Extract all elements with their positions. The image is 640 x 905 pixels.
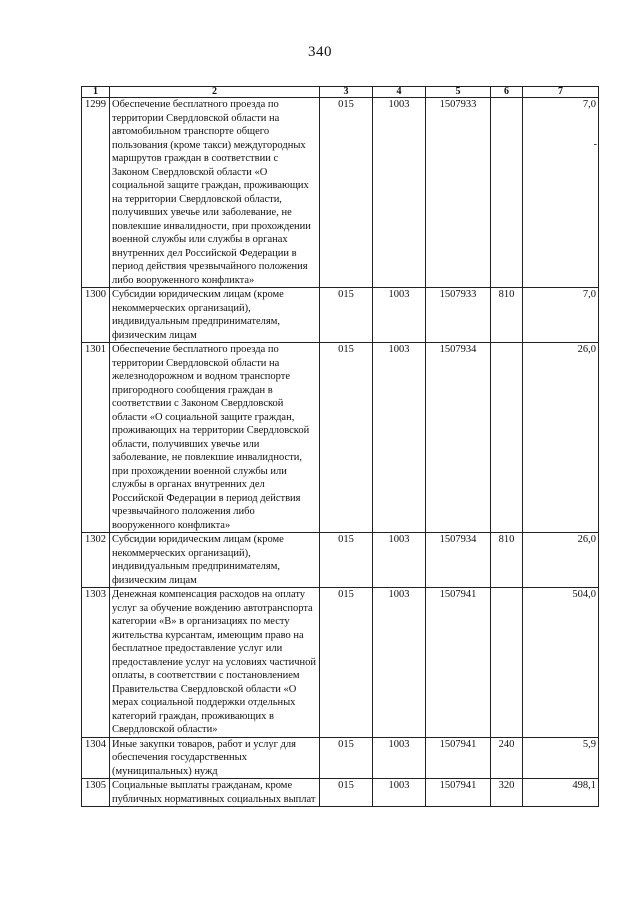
table-row (82, 588, 599, 738)
line-number: 1303 (82, 588, 110, 738)
section-code: 1003 (373, 288, 426, 343)
admin-code: 015 (320, 98, 373, 288)
table-row (82, 737, 599, 779)
table-row (82, 343, 599, 533)
expense-type-code: 320 (491, 779, 523, 807)
line-number: 1300 (82, 288, 110, 343)
amount-cell (523, 98, 599, 288)
item-name: Иные закупки товаров, работ и услуг для обеспечения государственных (муниципальных) нужд (110, 737, 320, 779)
target-code: 1507934 (426, 533, 491, 588)
section-code: 1003 (373, 98, 426, 288)
item-name: Социальные выплаты гражданам, кроме публичных нормативных социальных выплат (110, 779, 320, 807)
item-name: Субсидии юридическим лицам (кроме некоммерческих организаций), индивидуальным предпринимателям, физическим лицам (110, 533, 320, 588)
expense-type-code: 240 (491, 737, 523, 779)
header-col-6: 6 (491, 87, 523, 98)
target-code: 1507941 (426, 737, 491, 779)
page-number: 340 (308, 44, 332, 60)
admin-code: 015 (320, 588, 373, 738)
line-number: 1302 (82, 533, 110, 588)
amount-value: 7,0 (582, 99, 596, 110)
section-code: 1003 (373, 737, 426, 779)
amount-cell (523, 779, 599, 807)
admin-code: 015 (320, 737, 373, 779)
admin-code: 015 (320, 288, 373, 343)
item-name: Обеспечение бесплатного проезда по территории Свердловской области на железнодорожном и водном транспорте пригородного сообщения граждан в соответствии с Законом Свердловской области «О социальной защите граждан, проживающих на территории Свердловской области, получивших увечье или заболевание, не повлекшие инвалидности, при прохождении военной службы или службы в органах внутренних дел Российской Федерации в период действия чрезвычайного положения либо вооруженного конфликта» (110, 343, 320, 533)
admin-code: 015 (320, 533, 373, 588)
budget-table (81, 86, 599, 807)
amount-value: 26,0 (577, 534, 596, 545)
amount-cell (523, 288, 599, 343)
target-code: 1507941 (426, 588, 491, 738)
line-number: 1299 (82, 98, 110, 288)
amount-cell (523, 737, 599, 779)
amount-cell (523, 533, 599, 588)
expense-type-code (491, 343, 523, 533)
table-row (82, 533, 599, 588)
amount-value: 7,0 (582, 289, 596, 300)
amount-cell (523, 343, 599, 533)
expense-type-code: 810 (491, 288, 523, 343)
target-code: 1507933 (426, 288, 491, 343)
table-row (82, 288, 599, 343)
line-number: 1301 (82, 343, 110, 533)
section-code: 1003 (373, 533, 426, 588)
amount-value: 26,0 (577, 344, 596, 355)
amount-value: 498,1 (572, 780, 596, 791)
admin-code: 015 (320, 779, 373, 807)
amount-cell (523, 588, 599, 738)
section-code: 1003 (373, 343, 426, 533)
dash-mark: - (593, 139, 597, 150)
section-code: 1003 (373, 588, 426, 738)
header-col-3: 3 (320, 87, 373, 98)
target-code: 1507933 (426, 98, 491, 288)
header-col-7: 7 (523, 87, 599, 98)
section-code: 1003 (373, 779, 426, 807)
expense-type-code (491, 98, 523, 288)
header-col-4: 4 (373, 87, 426, 98)
line-number: 1304 (82, 737, 110, 779)
target-code: 1507934 (426, 343, 491, 533)
item-name: Денежная компенсация расходов на оплату услуг за обучение вождению автотранспорта категории «В» в организациях по месту жительства курсантам, имеющим право на бесплатное предоставление услуг или предоставление услуг на условиях частичной оплаты, в соответствии с постановлением Правительства Свердловской области «О мерах социальной поддержки отдельных категорий граждан, проживающих в Свердловской области» (110, 588, 320, 738)
header-row (82, 87, 599, 98)
table-row (82, 98, 599, 288)
expense-type-code: 810 (491, 533, 523, 588)
amount-value: 5,9 (582, 738, 596, 750)
header-col-1: 1 (82, 87, 110, 98)
header-col-5: 5 (426, 87, 491, 98)
admin-code: 015 (320, 343, 373, 533)
table-row (82, 779, 599, 807)
header-col-2: 2 (110, 87, 320, 98)
target-code: 1507941 (426, 779, 491, 807)
line-number: 1305 (82, 779, 110, 807)
item-name: Обеспечение бесплатного проезда по территории Свердловской области на автомобильном транспорте общего пользования (кроме такси) междугородных маршрутов граждан в соответствии с Законом Свердловской области «О социальной защите граждан, проживающих на территории Свердловской области, получивших увечье или заболевание, не повлекшие инвалидности, при прохождении военной службы или службы в органах внутренних дел Российской Федерации в период действия чрезвычайного положения либо вооруженного конфликта» (110, 98, 320, 288)
item-name: Субсидии юридическим лицам (кроме некоммерческих организаций), индивидуальным предпринимателям, физическим лицам (110, 288, 320, 343)
expense-type-code (491, 588, 523, 738)
amount-value: 504,0 (572, 589, 596, 600)
